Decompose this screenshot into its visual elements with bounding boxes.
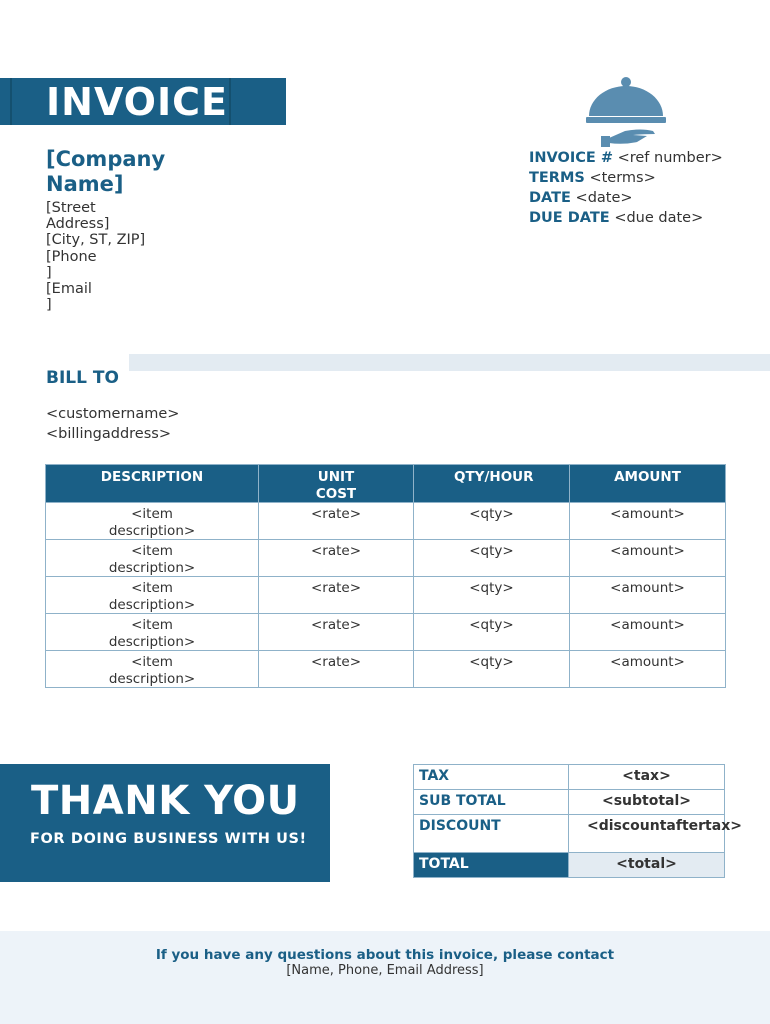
bill-to-divider [129,354,770,371]
banner-divider [10,78,12,125]
column-header: QTY/HOUR [414,465,570,503]
customer-info [46,404,179,444]
table-row [46,540,726,577]
thank-you-subtext: FOR DOING BUSINESS WITH US! [30,831,307,847]
column-header: DESCRIPTION [46,465,259,503]
item-amount: <amount> [570,614,726,651]
totals-label: TOTAL [414,853,569,878]
item-amount: <amount> [570,651,726,688]
item-rate: <rate> [259,540,414,577]
company-name: [Company Name] [46,147,166,196]
page-title: INVOICE [46,80,228,124]
meta-date [529,188,723,208]
totals-value: <tax> [569,765,725,790]
item-amount: <amount> [570,540,726,577]
item-rate: <rate> [259,614,414,651]
item-description: <item description> [46,651,259,688]
table-row [46,651,726,688]
totals-row-tax [414,765,725,790]
item-qty: <qty> [414,503,570,540]
meta-invoice [529,148,723,168]
meta-value: <ref number> [617,150,723,166]
footer-contact-note: If you have any questions about this invoice, please contact [155,947,615,963]
invoice-meta [529,148,723,228]
banner-divider [229,78,231,125]
address-line: [Street [46,200,96,216]
meta-due-date [529,208,723,228]
title-banner [0,78,286,125]
item-qty: <qty> [414,614,570,651]
items-table [45,464,726,688]
totals-table [413,764,742,878]
item-rate: <rate> [259,577,414,614]
customer-name: <customername> [46,406,180,422]
item-amount: <amount> [570,577,726,614]
thank-you-banner [0,764,330,882]
item-amount: <amount> [570,503,726,540]
table-header-row [46,465,726,503]
totals-row-total [414,853,725,878]
totals-row-discount [414,815,725,853]
meta-terms [529,168,723,188]
footer-contact-details: [Name, Phone, Email Address] [286,963,484,978]
totals-row-subtotal [414,790,725,815]
meta-value: <terms> [589,170,656,186]
serving-cloche-icon [585,76,667,152]
item-qty: <qty> [414,651,570,688]
thank-you-heading: THANK YOU [31,778,300,824]
address-line: [Phone [46,248,97,265]
column-header: UNIT COST [259,465,414,503]
table-row [46,503,726,540]
item-qty: <qty> [414,577,570,614]
item-description: <item description> [46,577,259,614]
table-row [46,577,726,614]
address-line: [Email [46,281,92,298]
item-rate: <rate> [259,503,414,540]
item-rate: <rate> [259,651,414,688]
table-row [46,614,726,651]
bill-to-heading: BILL TO [46,368,119,388]
totals-value: <discountaftertax> [569,815,725,853]
company-address [46,200,166,313]
totals-label: TAX [414,765,569,790]
item-description: <item description> [46,540,259,577]
totals-value: <subtotal> [569,790,725,815]
address-line: ] [46,297,52,314]
item-description: <item description> [46,503,259,540]
meta-value: <date> [575,190,633,206]
item-qty: <qty> [414,540,570,577]
meta-label: INVOICE # [529,150,613,166]
meta-label: DUE DATE [529,210,610,226]
meta-label: TERMS [529,170,585,186]
address-line: Address] [46,216,110,233]
address-line: [City, ST, ZIP] [46,232,146,249]
address-line: ] [46,264,52,281]
totals-value: <total> [569,853,725,878]
totals-label: DISCOUNT [414,815,569,853]
meta-value: <due date> [614,210,704,226]
footer [0,931,770,1024]
meta-label: DATE [529,190,571,206]
item-description: <item description> [46,614,259,651]
billing-address: <billingaddress> [46,426,171,442]
column-header: AMOUNT [570,465,726,503]
totals-label: SUB TOTAL [414,790,569,815]
